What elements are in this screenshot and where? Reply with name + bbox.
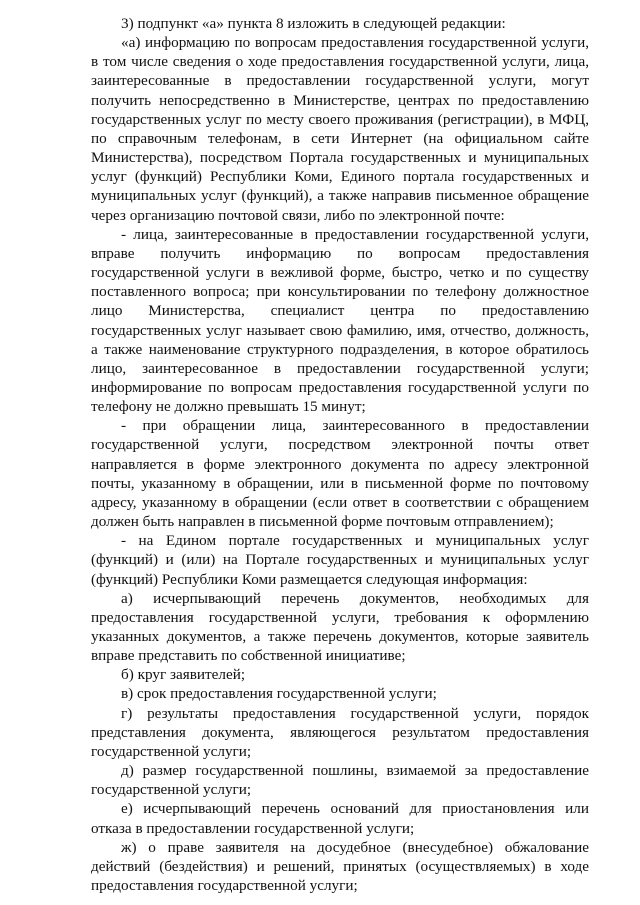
amendment-heading: 3) подпункт «а» пункта 8 изложить в следующей редакции: xyxy=(121,15,506,32)
paragraph-phone-consultation: - лица, заинтересованные в предоставлении государственной услуги, вправе получить информацию по вопросам предоставления государственной услуги в вежливой форме, быстро, четко и по существу поставленного вопроса; при консультировании по телефону должностное лицо Министерства, специалист центра по предоставлению государственных услуг называет свою фамилию, имя, отчество, должность, а также наименование структурного подразделения, в которое обратилось лицо, заинтересованное в предоставлении государственной услуги; информирование по вопросам предоставления государственной услуги по телефону не должно превышать 15 минут; xyxy=(91,225,589,416)
list-item-b: б) круг заявителей; xyxy=(121,666,246,684)
list-item-e: е) исчерпывающий перечень оснований для приостановления или отказа в предоставлении государственной услуги; xyxy=(91,800,589,837)
list-item-zh: ж) о праве заявителя на досудебное (внесудебное) обжалование действий (бездействия) и решений, принятых (осуществляемых) в ходе предоставления государственной услуги; xyxy=(91,838,589,895)
list-item-d: д) размер государственной пошлины, взимаемой за предоставление государственной услуги; xyxy=(91,762,589,799)
paragraph-email-requests: - при обращении лица, заинтересованного в предоставлении государственной услуги, посредством электронной почты ответ направляется в форме электронного документа по адресу электронной почты, указанному в обращении, или в письменной форме по почтовому адресу, указанному в обращении (если ответ в соответствии с обращением должен быть направлен в письменной форме почтовым отправлением); xyxy=(91,417,589,531)
list-item-a: а) исчерпывающий перечень документов, необходимых для предоставления государственной услуги, требования к оформлению указанных документов, а также перечень документов, которые заявитель вправе представить по собственной инициативе; xyxy=(91,589,589,665)
paragraph-portal-info: - на Едином портале государственных и муниципальных услуг (функций) и (или) на Портале государственных и муниципальных услуг (функций) Республики Коми размещается следующая информация: xyxy=(91,532,589,588)
list-item-v: в) срок предоставления государственной услуги; xyxy=(121,685,437,703)
list-item-g: г) результаты предоставления государственной услуги, порядок представления документа, являющегося результатом предоставления государственной услуги; xyxy=(91,704,589,760)
paragraph-item-a-intro: «а) информацию по вопросам предоставления государственной услуги, в том числе сведения о ходе предоставления государственной услуги, лица, заинтересованные в предоставлении государственной услуги, могут получить непосредственно в Министерстве, центрах по предоставлению государственных услуг по месту своего проживания (регистрации), в МФЦ, по справочным телефонам, в сети Интернет (на официальном сайте Министерства), посредством Портала государственных и муниципальных услуг (функций) Республики Коми, Единого портала государственных и муниципальных услуг (функций), а также направив письменное обращение через организацию почтовой связи, либо по электронной почте: xyxy=(91,34,589,224)
document-page xyxy=(91,14,589,895)
